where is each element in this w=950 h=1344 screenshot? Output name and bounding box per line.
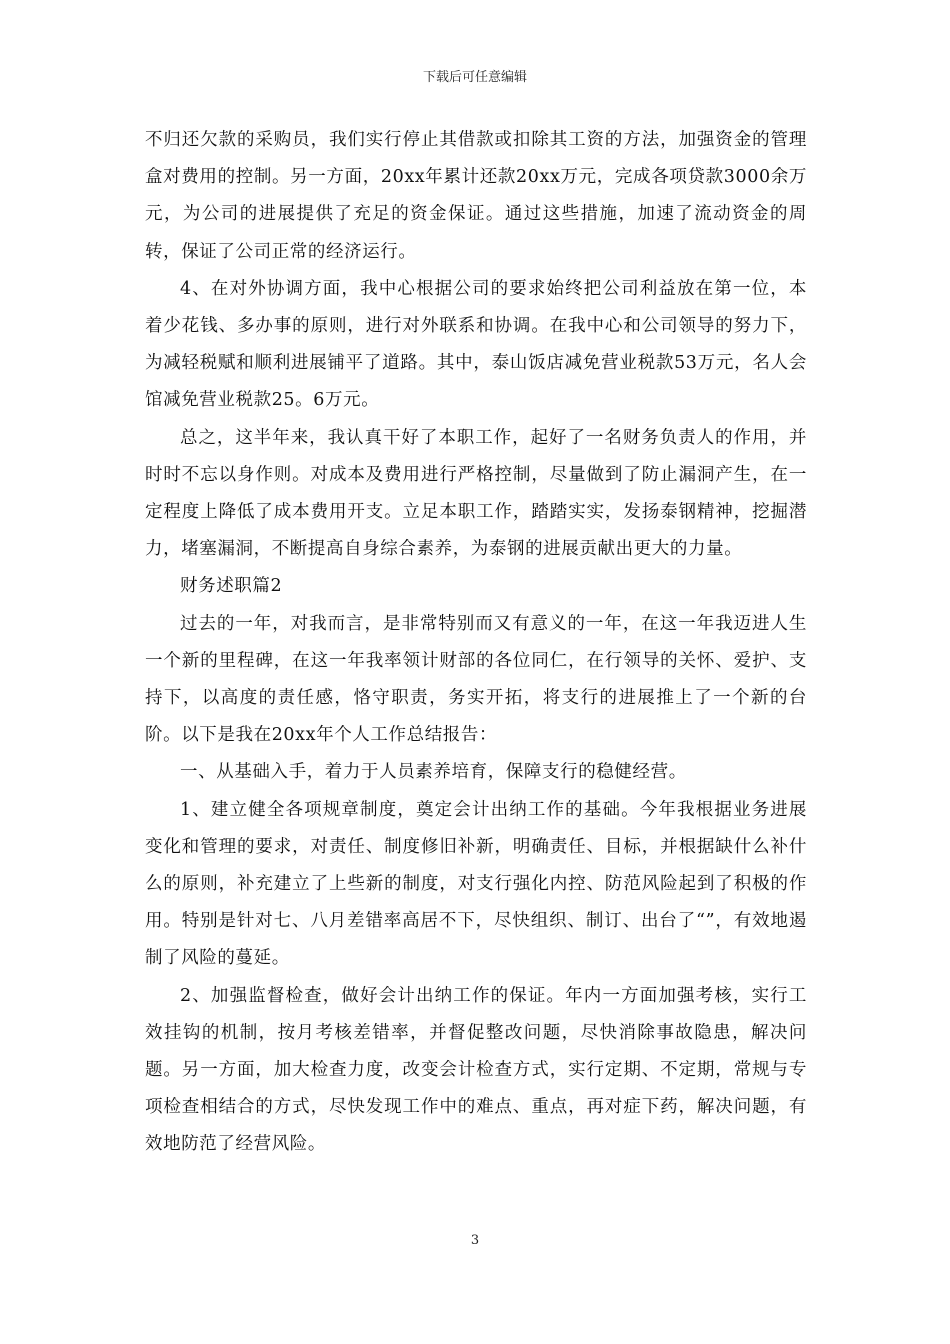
- paragraph-3: 总之，这半年来，我认真干好了本职工作，起好了一名财务负责人的作用，并时时不忘以身作则。对成本及费用进行严格控制，尽量做到了防止漏洞产生，在一定程度上降低了成本费用开支。立足本职工作，踏踏实实，发扬泰钢精神，挖掘潜力，堵塞漏洞，不断提高自身综合素养，为泰钢的进展贡献出更大的力量。: [145, 427, 807, 560]
- paragraph-2: 4、在对外协调方面，我中心根据公司的要求始终把公司利益放在第一位，本着少花钱、多办事的原则，进行对外联系和协调。在我中心和公司领导的努力下，为减轻税赋和顺利进展铺平了道路。其中，泰山饭店减免营业税款53万元，名人会馆减免营业税款25。6万元。: [145, 278, 807, 411]
- paragraph-7: 2、加强监督检查，做好会计出纳工作的保证。年内一方面加强考核，实行工效挂钩的机制，按月考核差错率，并督促整改问题，尽快消除事故隐患，解决问题。另一方面，加大检查力度，改变会计检查方式，实行定期、不定期，常规与专项检查相结合的方式，尽快发现工作中的难点、重点，再对症下药，解决问题，有效地防范了经营风险。: [145, 985, 807, 1155]
- section-heading: 财务述职篇2: [180, 576, 283, 597]
- paragraph-4: 过去的一年，对我而言，是非常特别而又有意义的一年，在这一年我迈进人生一个新的里程碑，在这一年我率领计财部的各位同仁，在行领导的关怀、爱护、支持下，以高度的责任感，恪守职责，务实开拓，将支行的进展推上了一个新的台阶。以下是我在20xx年个人工作总结报告：: [145, 613, 807, 746]
- paragraph-1: 不归还欠款的采购员，我们实行停止其借款或扣除其工资的方法，加强资金的管理盒对费用的控制。另一方面，20xx年累计还款20xx万元，完成各项贷款3000余万元，为公司的进展提供了充足的资金保证。通过这些措施，加速了流动资金的周转，保证了公司正常的经济运行。: [145, 130, 807, 262]
- paragraph-5: 一、从基础入手，着力于人员素养培育，保障支行的稳健经营。: [180, 762, 687, 783]
- document-body: [145, 122, 807, 1164]
- paragraph-6: 1、建立健全各项规章制度，奠定会计出纳工作的基础。今年我根据业务进展变化和管理的要求，对责任、制度修旧补新，明确责任、目标，并根据缺什么补什么的原则，补充建立了上些新的制度，对支行强化内控、防范风险起到了积极的作用。特别是针对七、八月差错率高居不下，尽快组织、制订、出台了“”，有效地遏制了风险的蔓延。: [145, 799, 807, 969]
- page-header: 下载后可任意编辑: [422, 70, 527, 85]
- page-number: 3: [470, 1233, 480, 1248]
